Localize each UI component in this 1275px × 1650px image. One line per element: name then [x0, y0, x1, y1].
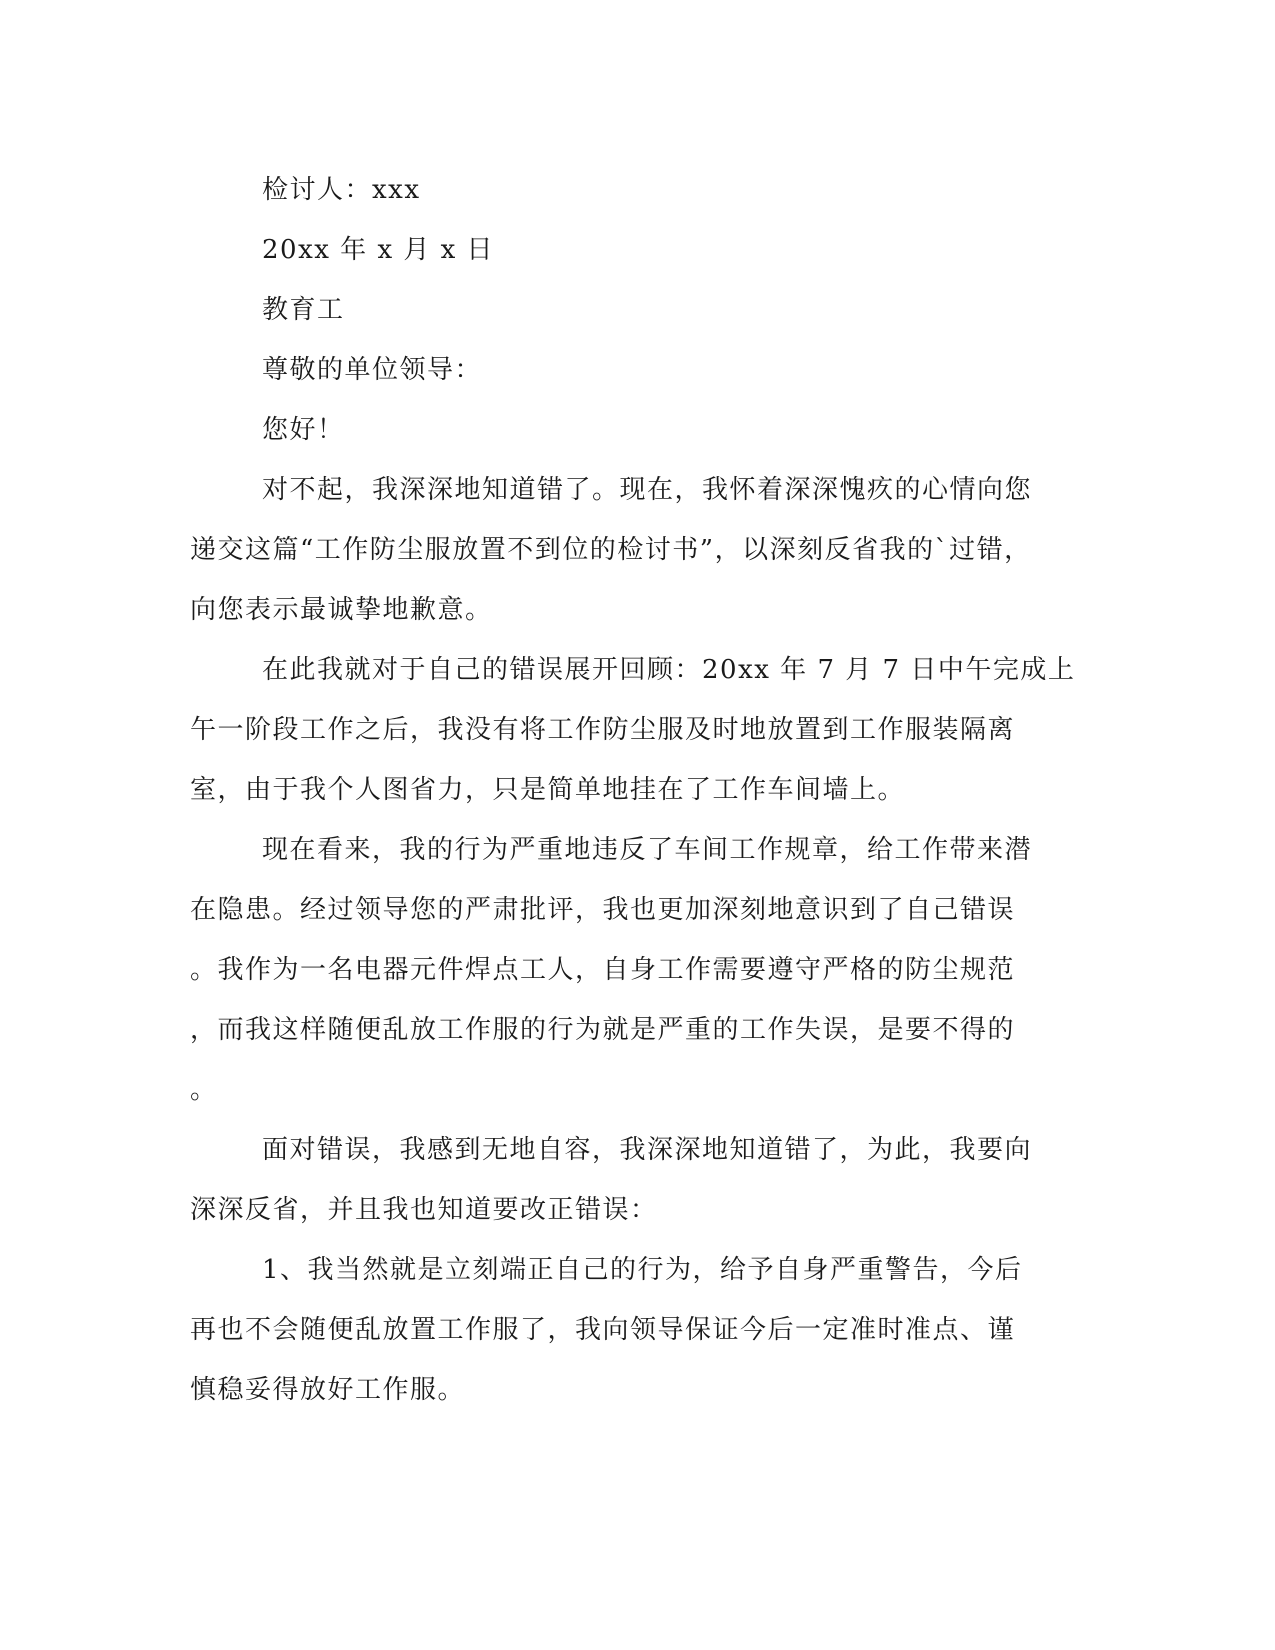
paragraph-line: 。我作为一名电器元件焊点工人，自身工作需要遵守严格的防尘规范 [190, 955, 1016, 985]
category-line: 教育工 [262, 295, 345, 325]
document-body [190, 160, 1080, 1420]
paragraph-line: 在隐患。经过领导您的严肃批评，我也更加深刻地意识到了自己错误 [190, 895, 1016, 925]
salutation-line: 尊敬的单位领导： [262, 355, 483, 385]
paragraph-line: 再也不会随便乱放置工作服了，我向领导保证今后一定准时准点、谨 [190, 1315, 1016, 1345]
paragraph-line: 向您表示最诚挚地歉意。 [190, 595, 493, 625]
paragraph-line: 慎稳妥得放好工作服。 [190, 1375, 466, 1405]
paragraph-commitment-1 [190, 1240, 1080, 1420]
paragraph-line: 在此我就对于自己的错误展开回顾：20xx 年 7 月 7 日中午完成上 [262, 655, 1076, 685]
date-line: 20xx 年 x 月 x 日 [262, 235, 495, 265]
reviewer-line: 检讨人：xxx [262, 175, 421, 205]
paragraph-line: 递交这篇“工作防尘服放置不到位的检讨书”，以深刻反省我的`过错， [190, 535, 1032, 565]
paragraph-apology [190, 460, 1080, 640]
paragraph-reflection [190, 820, 1080, 1120]
paragraph-line: 深深反省，并且我也知道要改正错误： [190, 1195, 658, 1225]
paragraph-line: 对不起，我深深地知道错了。现在，我怀着深深愧疚的心情向您 [262, 475, 1033, 505]
paragraph-line: 室，由于我个人图省力，只是简单地挂在了工作车间墙上。 [190, 775, 906, 805]
paragraph-review [190, 640, 1080, 820]
paragraph-line: 。 [190, 1075, 218, 1105]
paragraph-line: 1、我当然就是立刻端正自己的行为，给予自身严重警告，今后 [262, 1255, 1023, 1285]
greeting-line: 您好！ [262, 415, 345, 445]
paragraph-line: 面对错误，我感到无地自容，我深深地知道错了，为此，我要向 [262, 1135, 1033, 1165]
paragraph-line: ，而我这样随便乱放工作服的行为就是严重的工作失误，是要不得的 [190, 1015, 1016, 1045]
paragraph-line: 午一阶段工作之后，我没有将工作防尘服及时地放置到工作服装隔离 [190, 715, 1016, 745]
paragraph-line: 现在看来，我的行为严重地违反了车间工作规章，给工作带来潜 [262, 835, 1033, 865]
paragraph-resolve [190, 1120, 1080, 1240]
